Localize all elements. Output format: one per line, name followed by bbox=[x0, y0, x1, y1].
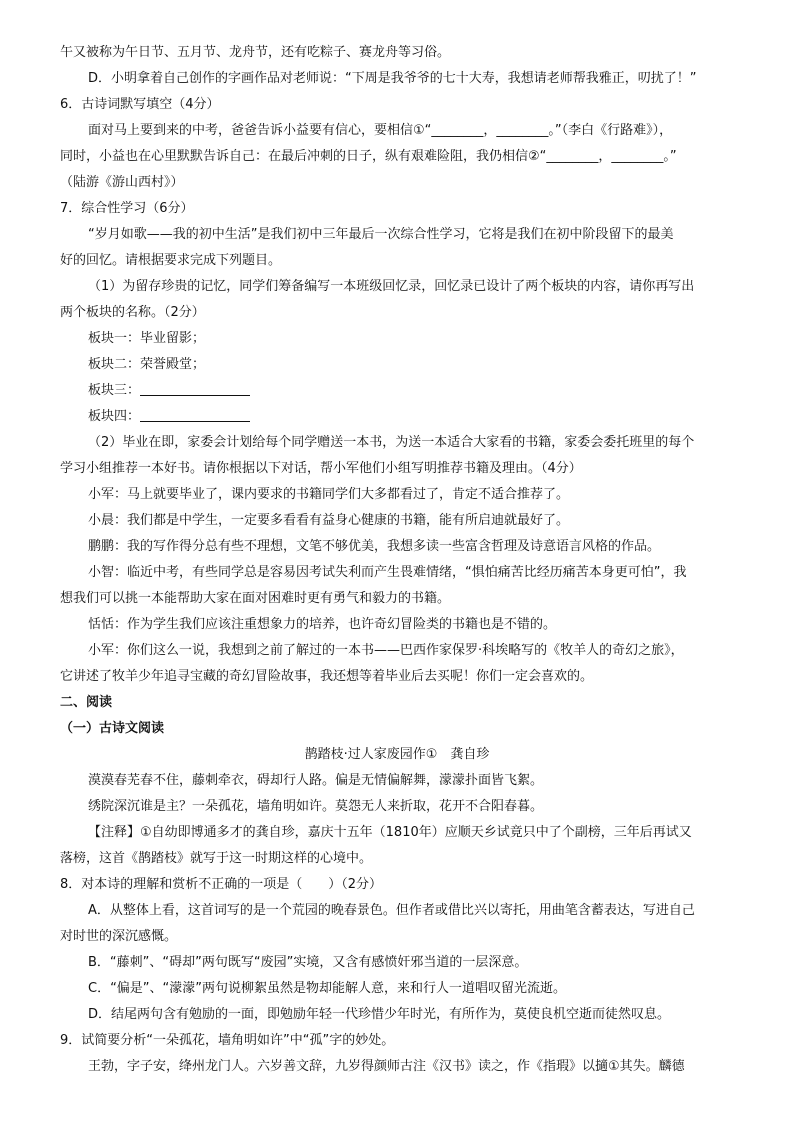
option-a: 对时世的深沉感慨。 bbox=[60, 929, 178, 944]
option-d: D．结尾两句含有勉励的一面，即勉励年轻一代珍惜少年时光，有所作为，莫使良机空逝而徒然叹息。 bbox=[88, 1007, 671, 1022]
text-line: 午又被称为午日节、五月节、龙舟节，还有吃粽子、赛龙舟等习俗。 bbox=[60, 45, 451, 60]
question-7-heading: 7．综合性学习（6分） bbox=[60, 201, 194, 216]
poem-line: 绣院深沉谁是主？一朵孤花，墙角明如许。莫怨无人来折取，花开不合阳春暮。 bbox=[88, 799, 544, 814]
dialogue-line: 它讲述了牧羊少年追寻宝藏的奇幻冒险故事，我还想等着毕业后去买呢！你们一定会喜欢的。 bbox=[60, 669, 594, 684]
dialogue-line: 小军：马上就要毕业了，课内要求的书籍同学们大多都看过了，肯定不适合推荐了。 bbox=[88, 487, 570, 502]
section-item-4 bbox=[60, 404, 734, 430]
subsection-heading: （一）古诗文阅读 bbox=[60, 721, 165, 736]
question-6-text: 面对马上要到来的中考，爸爸告诉小益要有信心，要相信①“________，________。”（李白《行路难》）， bbox=[88, 123, 673, 138]
question-9-heading: 9．试简要分析“一朵孤花，墙角明如许”中“孤”字的妙处。 bbox=[60, 1033, 395, 1048]
dialogue-line: 鹏鹏：我的写作得分总有些不理想，文笔不够优美，我想多读一些富含哲理及诗意语言风格的作品。 bbox=[88, 539, 661, 554]
poem-note: 【注释】①自幼即博通多才的龚自珍，嘉庆十五年（1810年）应顺天乡试竟只中了个副榜，三年后再试又 bbox=[88, 825, 692, 840]
option-c: C．“偏是”、“濛濛”两句说柳絮虽然是物却能解人意，来和行人一道唱叹留光流逝。 bbox=[88, 981, 567, 996]
dialogue-line: 想我们可以挑一本能帮助大家在面对困难时更有勇气和毅力的书籍。 bbox=[60, 591, 451, 606]
question-7-text: “岁月如歌——我的初中生活”是我们初中三年最后一次综合性学习，它将是我们在初中阶段留下的最美 bbox=[88, 227, 674, 242]
question-8-heading: 8．对本诗的理解和赏析不正确的一项是（ ）（2分） bbox=[60, 877, 383, 892]
question-7-part2: 学习小组推荐一本好书。请你根据以下对话，帮小军他们小组写明推荐书籍及理由。（4分） bbox=[60, 461, 582, 476]
question-7-part2: （2）毕业在即，家委会计划给每个同学赠送一本书，为送一本适合大家看的书籍，家委会委托班里的每个 bbox=[88, 435, 695, 450]
option-d: D．小明拿着自己创作的字画作品对老师说：“下周是我爷爷的七十大寿，我想请老师帮我雅正，叨扰了！” bbox=[88, 71, 697, 86]
question-6-heading: 6．古诗词默写填空（4分） bbox=[60, 97, 220, 112]
dialogue-line: 小智：临近中考，有些同学总是容易因考试失利而产生畏难情绪，“惧怕痛苦比经历痛苦本身更可怕”，我 bbox=[88, 565, 687, 580]
dialogue-line: 小军：你们这么一说，我想到之前了解过的一本书——巴西作家保罗·科埃略写的《牧羊人的奇幻之旅》， bbox=[88, 643, 684, 658]
section-label-4: 板块四： bbox=[88, 409, 141, 424]
answer-blank[interactable] bbox=[140, 407, 250, 422]
prose-passage: 王勃，字子安，绛州龙门人。六岁善文辞，九岁得颜师古注《汉书》读之，作《指瑕》以擿①其失。麟德 bbox=[88, 1059, 685, 1074]
dialogue-line: 小晨：我们都是中学生，一定要多看看有益身心健康的书籍，能有所启迪就最好了。 bbox=[88, 513, 570, 528]
option-b: B．“藤刺”、“碍却”两句既写“废园”实境，又含有感愤奸邪当道的一层深意。 bbox=[88, 955, 528, 970]
poem-note: 落榜，这首《鹊踏枝》就写于这一时期这样的心境中。 bbox=[60, 851, 373, 866]
section-label-3: 板块三： bbox=[88, 383, 141, 398]
section-item-3 bbox=[60, 378, 734, 404]
question-7-part1: （1）为留存珍贵的记忆，同学们筹备编写一本班级回忆录，回忆录已设计了两个板块的内容，请你再写出 bbox=[88, 279, 695, 294]
answer-blank[interactable] bbox=[140, 381, 250, 396]
question-6-source: （陆游《游山西村》） bbox=[60, 175, 184, 190]
section-item-2: 板块二：荣誉殿堂； bbox=[88, 357, 206, 372]
poem-line: 漠漠春芜春不住，藤刺牵衣，碍却行人路。偏是无情偏解舞，濛濛扑面皆飞絮。 bbox=[88, 773, 544, 788]
section-heading: 二、阅读 bbox=[60, 695, 113, 710]
dialogue-line: 恬恬：作为学生我们应该注重想象力的培养，也许奇幻冒险类的书籍也是不错的。 bbox=[88, 617, 557, 632]
poem-title: 鹊踏枝·过人家废园作① 龚自珍 bbox=[304, 747, 490, 762]
question-7-part1: 两个板块的名称。（2分） bbox=[60, 305, 205, 320]
question-6-text: 同时，小益也在心里默默告诉自己：在最后冲刺的日子，纵有艰难险阻，我仍相信②“________，________。” bbox=[60, 149, 677, 164]
section-item-1: 板块一：毕业留影； bbox=[88, 331, 206, 346]
option-a: A．从整体上看，这首词写的是一个荒园的晚春景色。但作者或借比兴以寄托，用曲笔含蓄表达，写进自己 bbox=[88, 903, 695, 918]
question-7-text: 好的回忆。请根据要求完成下列题目。 bbox=[60, 253, 282, 268]
